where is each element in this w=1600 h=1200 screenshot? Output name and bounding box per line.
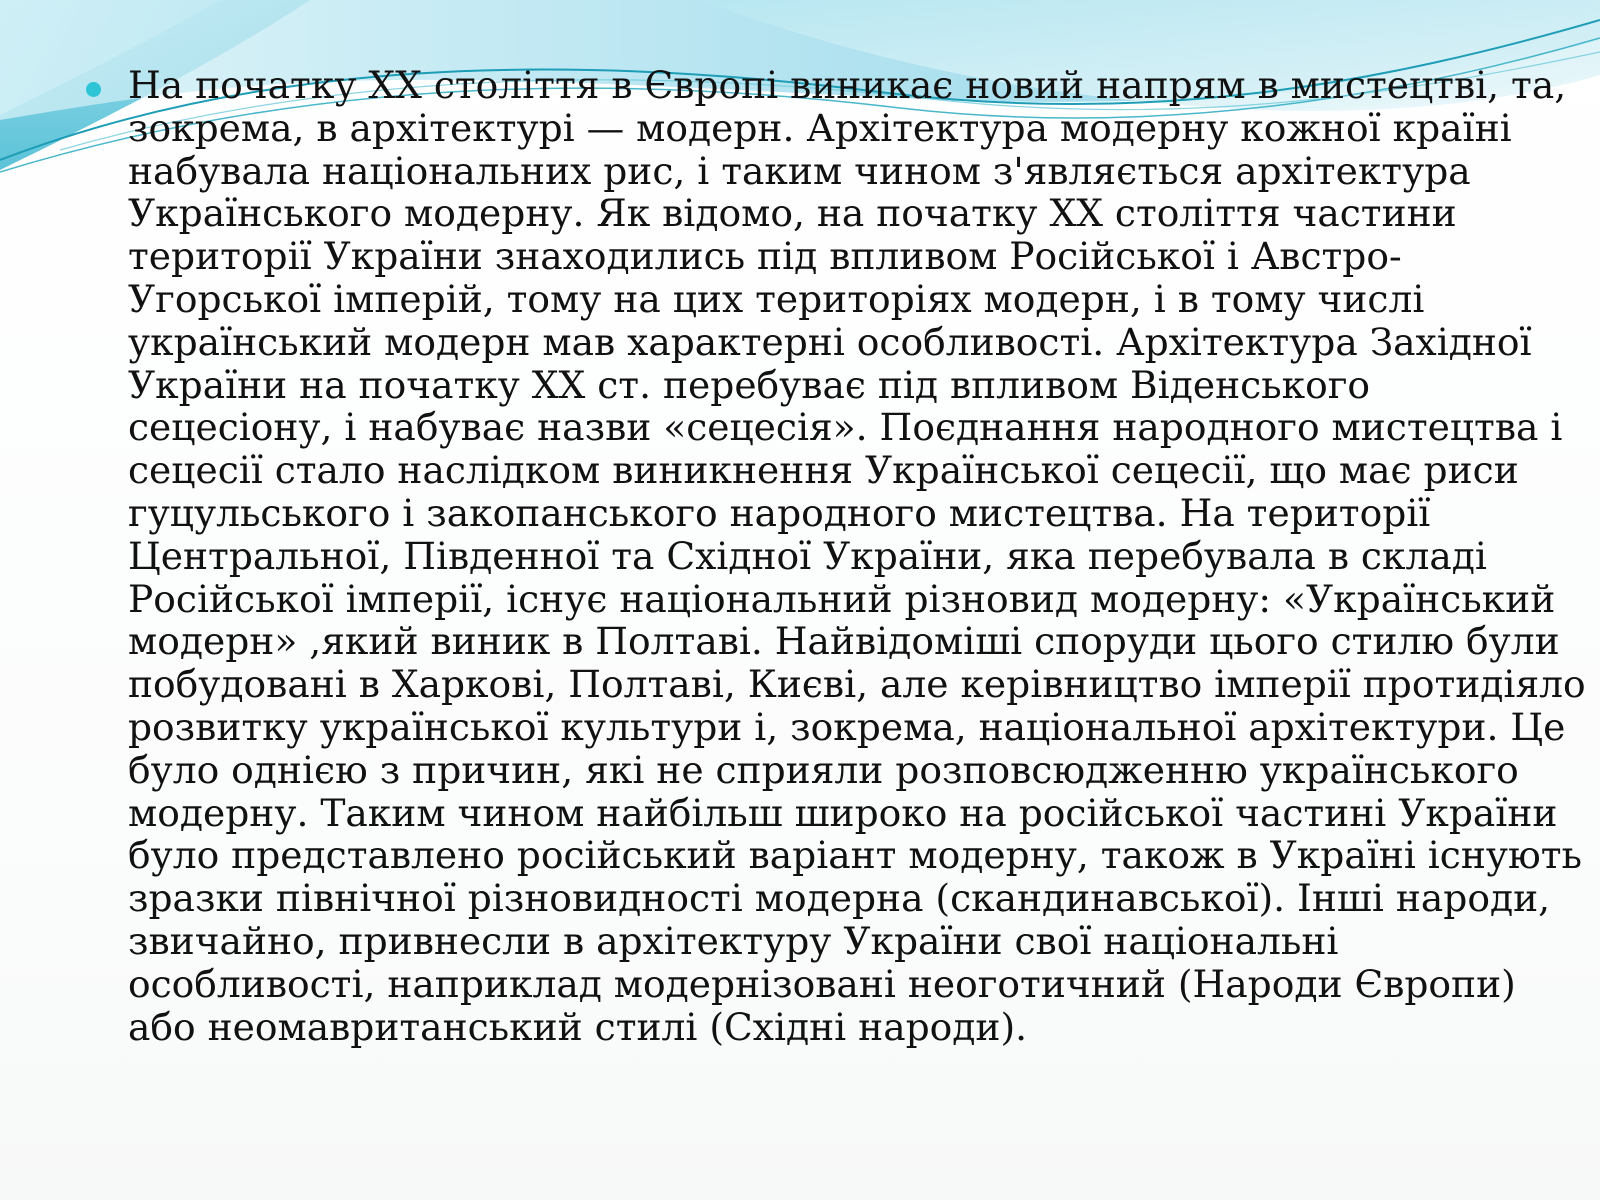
bullet-list: [86, 64, 1586, 1048]
bullet-item: [86, 64, 1586, 1048]
bullet-text: На початку XX століття в Європі виникає новий напрям в мистецтві, та, зокрема, в архітектурі — модерн. Архітектура модерну кожної країні набувала національних рис, і таким чином з'являється архітектура Українського модерну. Як відомо, на початку XX століття частини території України знаходились під впливом Російської і Австро-Угорської імперій, тому на цих територіях модерн, і в тому числі український модерн мав характерні особливості. Архітектура Західної України на початку XX ст. перебуває під впливом Віденського сецесіону, і набуває назви «сецесія». Поєднання народного мистецтва і сецесії стало наслідком виникнення Української сецесії, що має риси гуцульського і закопанського народного мистецтва. На території Центральної, Південної та Східної України, яка перебувала в складі Російської імперії, існує національний різновид модерну: «Український модерн» ,який виник в Полтаві. Найвідоміші споруди цього стилю були побудовані в Харкові, Полтаві, Києві, але керівництво імперії протидіяло розвитку української культури і, зокрема, національної архітектури. Це було однією з причин, які не сприяли розповсюдженню українського модерну. Таким чином найбільш широко на російської частині України було представлено російський варіант модерну, також в Україні існують зразки північної різновидності модерна (скандинавської). Інші народи, звичайно, привнесли в архітектуру України свої національні особливості, наприклад модернізовані неоготичний (Народи Європи) або неомавританський стилі (Східні народи).: [128, 63, 1586, 1049]
bullet-dot-icon: [86, 82, 101, 97]
